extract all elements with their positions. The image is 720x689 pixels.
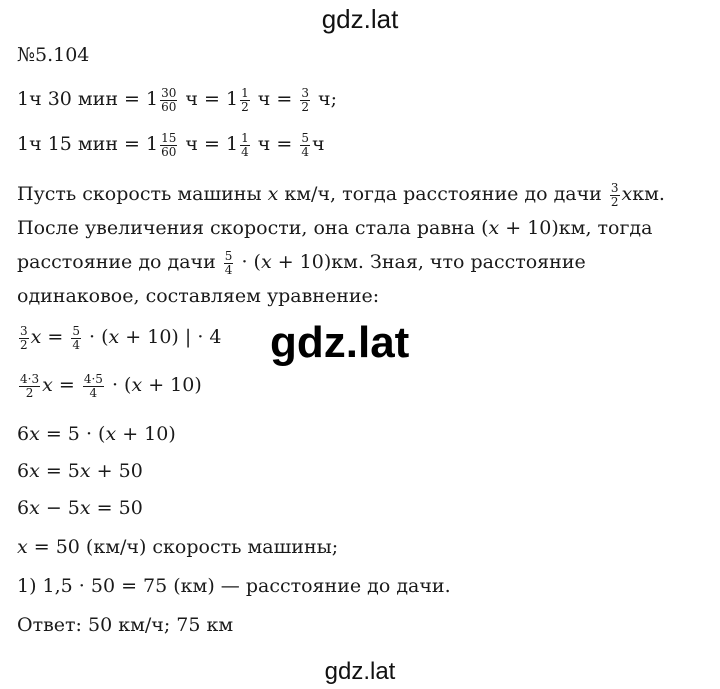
text: ч;	[311, 88, 337, 110]
numerator: 3	[610, 180, 619, 195]
solution-step-1: 1) 1,5 · 50 = 75 (км) — расстояние до дачи.	[17, 575, 451, 597]
numerator: 3	[20, 323, 28, 338]
variable-x: x	[42, 374, 53, 396]
equation-3	[17, 421, 176, 447]
variable-x: x	[30, 326, 42, 348]
variable-x: x	[29, 460, 40, 482]
numerator: 4·3	[20, 371, 40, 386]
numerator: 5	[224, 248, 233, 263]
text: ч = 1	[179, 88, 239, 110]
text: ч = 1	[179, 133, 239, 155]
text: + 10)км, тогда расстояние до дачи	[17, 217, 653, 273]
variable-x: x	[131, 374, 143, 396]
text: − 5	[39, 497, 80, 519]
equation-1	[17, 324, 222, 352]
text: 6	[17, 423, 30, 445]
variable-x: x	[488, 217, 500, 239]
fraction	[19, 325, 29, 352]
numerator: 15	[161, 130, 177, 145]
numerator: 5	[301, 130, 309, 145]
text: 1ч 30 мин = 1	[17, 88, 159, 110]
text: · (	[83, 326, 109, 348]
fraction	[224, 250, 234, 277]
denominator: 2	[301, 99, 309, 114]
denominator: 4	[224, 262, 233, 277]
denominator: 4	[241, 144, 249, 159]
text: =	[41, 326, 70, 348]
fraction	[71, 325, 81, 352]
fraction	[300, 132, 310, 159]
numerator: 1	[241, 85, 249, 100]
watermark-bottom: gdz.lat	[324, 658, 396, 685]
fraction	[240, 87, 250, 114]
text: + 50	[90, 460, 143, 482]
text: = 5 · (	[39, 423, 106, 445]
equation-6	[17, 534, 338, 560]
text: Пусть скорость машины	[17, 183, 268, 205]
text: · (	[235, 251, 261, 273]
variable-x: x	[29, 497, 40, 519]
variable-x: x	[621, 183, 633, 205]
fraction	[83, 373, 104, 400]
fraction	[300, 87, 310, 114]
answer: Ответ: 50 км/ч; 75 км	[17, 614, 234, 636]
text: 6	[17, 497, 30, 519]
variable-x: x	[260, 251, 272, 273]
text: + 10)км. Зная, что расстояние одинаковое, составляем уравнение:	[17, 251, 586, 307]
text: км/ч, тогда расстояние до дачи	[278, 183, 608, 205]
denominator: 60	[161, 144, 177, 159]
variable-x: x	[29, 423, 40, 445]
denominator: 2	[25, 385, 34, 400]
text: ч =	[251, 88, 299, 110]
equation-2	[17, 372, 202, 400]
fraction	[160, 87, 177, 114]
time-conversion-1	[17, 86, 337, 114]
problem-number: №5.104	[17, 44, 90, 66]
numerator: 3	[301, 85, 309, 100]
denominator: 4	[89, 385, 98, 400]
variable-x: x	[79, 460, 91, 482]
text: + 10) | · 4	[119, 326, 222, 348]
numerator: 1	[241, 130, 249, 145]
fraction	[160, 132, 177, 159]
equation-4	[17, 458, 143, 484]
denominator: 2	[610, 194, 619, 209]
denominator: 4	[301, 144, 309, 159]
variable-x: x	[267, 183, 279, 205]
denominator: 2	[241, 99, 249, 114]
text: км. После увеличения скорости, она стала равна (	[17, 183, 665, 239]
text: = 5	[39, 460, 80, 482]
text: + 10)	[116, 423, 176, 445]
text: 6	[17, 460, 30, 482]
text: + 10)	[142, 374, 202, 396]
fraction	[240, 132, 250, 159]
variable-x: x	[79, 497, 91, 519]
text: ч =	[251, 133, 299, 155]
text: = 50	[90, 497, 143, 519]
denominator: 4	[72, 337, 80, 352]
time-conversion-2	[17, 131, 325, 159]
variable-x: x	[105, 423, 117, 445]
text: ч	[311, 133, 325, 155]
text: = 50 (км/ч) скорость машины;	[27, 536, 339, 558]
numerator: 4·5	[83, 371, 103, 386]
fraction	[610, 182, 620, 209]
text: 1ч 15 мин = 1	[17, 133, 159, 155]
fraction	[19, 373, 40, 400]
problem-paragraph	[17, 177, 707, 313]
variable-x: x	[108, 326, 120, 348]
numerator: 5	[72, 323, 80, 338]
text: =	[52, 374, 81, 396]
watermark-top: gdz.lat	[321, 4, 399, 34]
text: · (	[105, 374, 132, 396]
watermark-middle: gdz.lat	[270, 318, 410, 367]
denominator: 60	[161, 99, 177, 114]
variable-x: x	[17, 536, 28, 558]
equation-5	[17, 495, 143, 521]
denominator: 2	[20, 337, 28, 352]
numerator: 30	[161, 85, 177, 100]
